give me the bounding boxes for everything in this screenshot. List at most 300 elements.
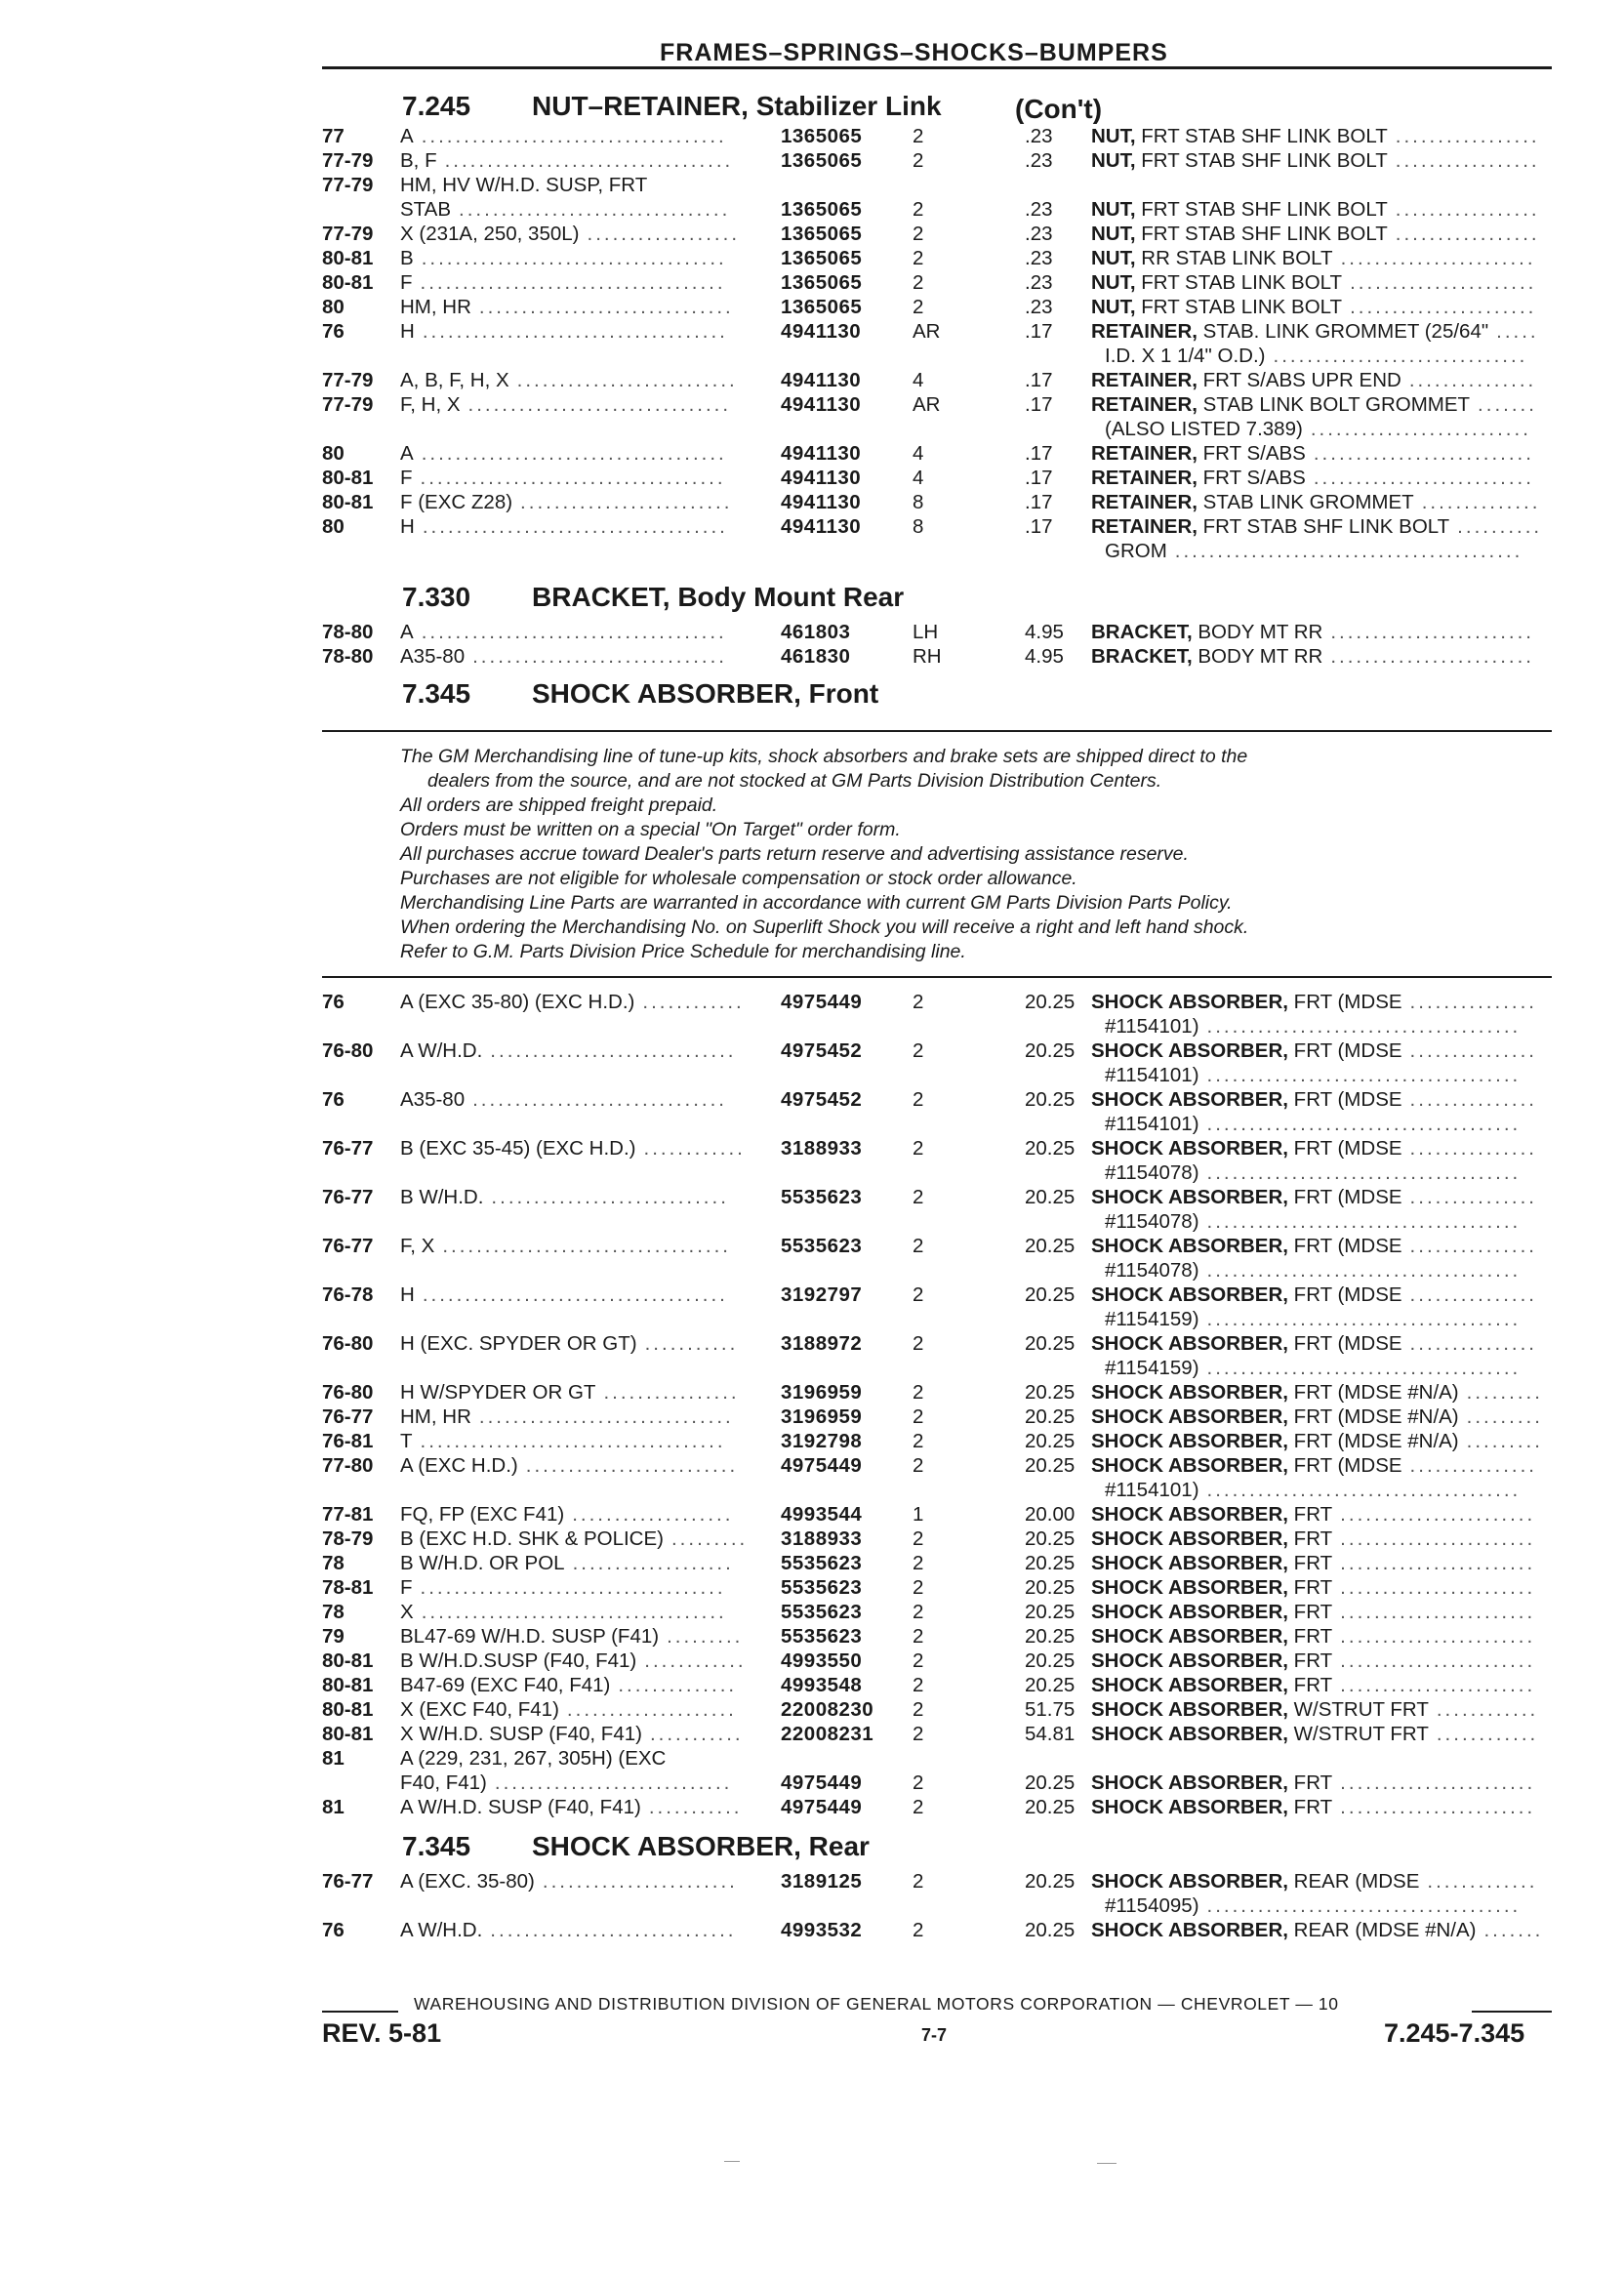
row-part-detail: FRT (MDSE [1287, 1235, 1402, 1257]
row-part-description [1091, 1137, 1402, 1160]
row-part-name: NUT, [1091, 198, 1136, 221]
row-part-name: SHOCK ABSORBER, [1091, 1674, 1288, 1696]
row-description: B (EXC 35-45) (EXC H.D.) [400, 1137, 636, 1160]
row-part-number: 461803 [781, 621, 851, 643]
row-years: 77-80 [322, 1454, 374, 1477]
row-part-description [1091, 1454, 1402, 1478]
row-years: 76-77 [322, 1235, 374, 1257]
row-part-detail: STAB. LINK GROMMET (25/64" [1197, 320, 1489, 343]
row-part-description [1091, 393, 1470, 417]
row-quantity: 2 [913, 1235, 924, 1257]
leader-dots: .................................... [420, 467, 726, 489]
row-part-name: NUT, [1091, 149, 1136, 172]
section-continued: (Con't) [1015, 94, 1103, 124]
leader-dots: ............... [1409, 1137, 1537, 1160]
row-description: B W/H.D. [400, 1186, 484, 1208]
row-quantity: 4 [913, 467, 924, 489]
row-price: .17 [1025, 393, 1053, 416]
leader-dots: ............ [644, 1649, 747, 1672]
table-row [0, 369, 1624, 393]
row-part-description [1105, 1259, 1199, 1282]
row-description: T [400, 1430, 413, 1452]
row-part-number: 4941130 [781, 393, 862, 416]
section-title: SHOCK ABSORBER, Front [532, 678, 879, 709]
row-part-number: 3196959 [781, 1405, 863, 1428]
footer-section-range: 7.245-7.345 [1384, 2018, 1525, 2048]
leader-dots: ....................... [1340, 1625, 1536, 1648]
footer-revision: REV. 5-81 [322, 2018, 442, 2048]
row-part-number: 3192797 [781, 1283, 863, 1306]
row-part-detail: FRT (MDSE #N/A) [1287, 1405, 1459, 1428]
row-price: 20.25 [1025, 1137, 1076, 1160]
merchandising-notes [400, 745, 1552, 964]
row-quantity: 2 [913, 1405, 924, 1428]
row-part-description [1105, 1064, 1199, 1087]
leader-dots: ............... [1408, 369, 1537, 391]
row-price: .23 [1025, 223, 1053, 245]
leader-dots: ............... [1409, 1039, 1537, 1062]
table-row [0, 174, 1624, 198]
row-years: 76-77 [322, 1186, 374, 1208]
row-description: F [400, 467, 413, 489]
row-part-number: 22008230 [781, 1698, 874, 1721]
row-part-detail: FRT (MDSE [1287, 1039, 1402, 1062]
row-quantity: 2 [913, 1870, 924, 1893]
row-price: .23 [1025, 271, 1053, 294]
row-part-description [1091, 271, 1342, 295]
row-part-description [1091, 467, 1306, 490]
row-part-description [1105, 1161, 1199, 1185]
row-part-number: 3192798 [781, 1430, 863, 1452]
table-row [0, 320, 1624, 345]
section-title: NUT–RETAINER, Stabilizer Link [532, 91, 942, 121]
leader-dots: ..................................... [1206, 1259, 1522, 1282]
row-part-number: 5535623 [781, 1601, 863, 1623]
table-row [0, 1088, 1624, 1113]
row-years: 77-79 [322, 223, 374, 245]
row-part-description [1105, 1479, 1199, 1502]
table-row [0, 491, 1624, 515]
row-price: .17 [1025, 467, 1053, 489]
row-price: 20.25 [1025, 1430, 1076, 1452]
row-quantity: 2 [913, 1137, 924, 1160]
row-description: A35-80 [400, 645, 466, 668]
row-part-number: 4941130 [781, 320, 862, 343]
row-part-detail: #1154078) [1105, 1210, 1199, 1233]
row-part-detail: FRT [1287, 1527, 1333, 1550]
leader-dots: ....................... [1340, 1796, 1536, 1818]
row-price: .17 [1025, 442, 1053, 465]
table-row [0, 1137, 1624, 1161]
row-years: 78-81 [322, 1576, 374, 1599]
row-part-description [1091, 1870, 1419, 1893]
row-part-number: 4941130 [781, 467, 862, 489]
leader-dots: .............................. [1273, 345, 1528, 367]
leader-dots: ............................... [467, 393, 732, 416]
row-part-description [1091, 1235, 1402, 1258]
row-price: .17 [1025, 515, 1053, 538]
row-description: A (229, 231, 267, 305H) (EXC [400, 1747, 667, 1770]
row-part-name: SHOCK ABSORBER, [1091, 1186, 1288, 1208]
table-row [0, 1357, 1624, 1381]
notes-bottom-rule [322, 976, 1552, 978]
row-part-number: 4941130 [781, 442, 862, 465]
row-quantity: 2 [913, 125, 924, 147]
row-price: .23 [1025, 149, 1053, 172]
leader-dots: ....................... [542, 1870, 738, 1893]
row-part-detail: FRT STAB LINK BOLT [1135, 296, 1343, 318]
row-part-number: 4975452 [781, 1088, 863, 1111]
row-quantity: 2 [913, 149, 924, 172]
leader-dots: ................................ [459, 198, 731, 221]
row-years: 80-81 [322, 1698, 374, 1721]
row-years: 80-81 [322, 491, 374, 513]
row-description: HM, HV W/H.D. SUSP, FRT [400, 174, 648, 196]
row-years: 76 [322, 1088, 345, 1111]
leader-dots: ............................. [490, 1919, 737, 1941]
row-part-number: 1365065 [781, 149, 863, 172]
row-part-description [1105, 1210, 1199, 1234]
row-price: 20.25 [1025, 1527, 1076, 1550]
row-part-detail: FRT [1287, 1674, 1333, 1696]
row-part-detail: REAR (MDSE #N/A) [1287, 1919, 1477, 1941]
leader-dots: ......................... [525, 1454, 739, 1477]
row-part-number: 3196959 [781, 1381, 863, 1404]
row-part-detail: FRT S/ABS UPR END [1197, 369, 1401, 391]
row-description: A [400, 442, 414, 465]
row-part-description [1091, 1503, 1332, 1527]
leader-dots: ..................................... [1206, 1161, 1522, 1184]
row-part-detail: #1154159) [1105, 1308, 1199, 1330]
row-price: 20.25 [1025, 1576, 1076, 1599]
row-part-detail: FRT [1287, 1625, 1333, 1648]
row-part-detail: FRT [1287, 1601, 1333, 1623]
row-part-name: RETAINER, [1091, 369, 1198, 391]
row-part-name: RETAINER, [1091, 442, 1198, 465]
row-price: 20.25 [1025, 1601, 1076, 1623]
row-price: 20.25 [1025, 1870, 1076, 1893]
table-row [0, 1747, 1624, 1771]
row-years: 81 [322, 1747, 345, 1770]
table-row [0, 1771, 1624, 1796]
table-row [0, 1919, 1624, 1943]
table-row [0, 1698, 1624, 1723]
leader-dots: ......... [1466, 1405, 1543, 1428]
row-description: A (EXC 35-80) (EXC H.D.) [400, 991, 635, 1013]
leader-dots: ................... [572, 1552, 734, 1574]
row-part-description [1091, 621, 1322, 644]
leader-dots: ............. [1427, 1870, 1538, 1893]
table-row [0, 247, 1624, 271]
row-part-description [1091, 1771, 1332, 1795]
leader-dots: ................. [1395, 198, 1540, 221]
header-rule [322, 66, 1552, 69]
row-part-description [1091, 1552, 1332, 1575]
row-part-number: 4975449 [781, 991, 863, 1013]
row-part-name: NUT, [1091, 247, 1136, 269]
row-part-number: 5535623 [781, 1186, 863, 1208]
row-price: 54.81 [1025, 1723, 1076, 1745]
row-part-number: 1365065 [781, 271, 863, 294]
row-years: 78 [322, 1601, 345, 1623]
table-row [0, 1161, 1624, 1186]
table-row [0, 1649, 1624, 1674]
row-price: 20.25 [1025, 1186, 1076, 1208]
leader-dots: ....... [1478, 393, 1537, 416]
leader-dots: .......... [1457, 515, 1543, 538]
row-part-description [1091, 1186, 1402, 1209]
table-row [0, 1479, 1624, 1503]
footer-division: WAREHOUSING AND DISTRIBUTION DIVISION OF GENERAL MOTORS CORPORATION — CHEVROLET — 10 [414, 1994, 1339, 2014]
row-description: H [400, 1283, 415, 1306]
row-quantity: AR [913, 320, 941, 343]
row-part-description [1091, 1796, 1332, 1819]
row-description: B W/H.D. OR POL [400, 1552, 565, 1574]
row-years: 80-81 [322, 271, 374, 294]
row-years: 78 [322, 1552, 345, 1574]
section-number: 7.330 [402, 582, 471, 612]
note-line: The GM Merchandising line of tune-up kits, shock absorbers and brake sets are shipped direct to the [400, 746, 1248, 767]
row-part-number: 4941130 [781, 369, 862, 391]
row-part-number: 4941130 [781, 515, 862, 538]
leader-dots: ..................................... [1206, 1015, 1522, 1038]
row-quantity: 2 [913, 1698, 924, 1721]
row-part-description [1091, 1283, 1402, 1307]
row-quantity: 2 [913, 1552, 924, 1574]
row-description: F40, F41) [400, 1771, 487, 1794]
row-part-name: SHOCK ABSORBER, [1091, 1796, 1288, 1818]
row-part-name: RETAINER, [1091, 491, 1198, 513]
row-years: 80 [322, 515, 345, 538]
row-quantity: 8 [913, 515, 924, 538]
row-quantity: 2 [913, 223, 924, 245]
row-part-detail: REAR (MDSE [1287, 1870, 1420, 1893]
leader-dots: ......... [670, 1527, 749, 1550]
row-part-description [1091, 369, 1401, 392]
row-part-number: 4993532 [781, 1919, 863, 1941]
row-part-number: 3188933 [781, 1137, 863, 1160]
row-part-detail: FRT STAB SHF LINK BOLT [1135, 198, 1388, 221]
table-row [0, 1576, 1624, 1601]
row-part-number: 4975449 [781, 1771, 863, 1794]
note-line: Merchandising Line Parts are warranted in accordance with current GM Parts Division Parts Policy. [400, 892, 1233, 914]
footer-page-number: 7-7 [921, 2025, 948, 2045]
row-years: 77-79 [322, 369, 374, 391]
row-description: X W/H.D. SUSP (F40, F41) [400, 1723, 642, 1745]
row-quantity: 2 [913, 247, 924, 269]
leader-dots: ............ [643, 1137, 746, 1160]
row-part-description [1105, 418, 1303, 441]
row-years: 77 [322, 125, 345, 147]
leader-dots: ................. [1395, 149, 1540, 172]
leader-dots: ....................... [1340, 1771, 1536, 1794]
row-price: 20.25 [1025, 1796, 1076, 1818]
row-part-detail: FRT (MDSE [1287, 1137, 1402, 1160]
row-part-description [1091, 1430, 1459, 1453]
row-years: 76-80 [322, 1039, 374, 1062]
row-part-detail: FRT (MDSE #N/A) [1287, 1381, 1459, 1404]
row-description: F [400, 271, 413, 294]
note-line: Orders must be written on a special "On Target" order form. [400, 819, 901, 840]
row-part-number: 5535623 [781, 1552, 863, 1574]
row-part-detail: #1154095) [1105, 1894, 1199, 1917]
leader-dots: ....... [1483, 1919, 1544, 1941]
row-description: A W/H.D. [400, 1039, 483, 1062]
row-description: BL47-69 W/H.D. SUSP (F41) [400, 1625, 660, 1648]
row-description: B, F [400, 149, 437, 172]
row-description: A (EXC H.D.) [400, 1454, 518, 1477]
table-row [0, 1625, 1624, 1649]
row-part-name: SHOCK ABSORBER, [1091, 1283, 1288, 1306]
row-part-name: SHOCK ABSORBER, [1091, 1723, 1288, 1745]
row-part-detail: FRT [1287, 1649, 1333, 1672]
leader-dots: .............................. [478, 1405, 734, 1428]
leader-dots: ........... [644, 1332, 739, 1355]
row-part-name: SHOCK ABSORBER, [1091, 1771, 1288, 1794]
table-row [0, 1259, 1624, 1283]
row-part-number: 22008231 [781, 1723, 874, 1745]
row-description: HM, HR [400, 296, 471, 318]
row-quantity: RH [913, 645, 942, 668]
row-quantity: 2 [913, 1723, 924, 1745]
row-years: 78-80 [322, 621, 374, 643]
table-row [0, 1064, 1624, 1088]
row-description: A W/H.D. [400, 1919, 483, 1941]
leader-dots: ....................... [1340, 1601, 1536, 1623]
row-part-description [1091, 247, 1333, 270]
leader-dots: ............ [1436, 1698, 1539, 1721]
table-row [0, 1405, 1624, 1430]
leader-dots: ....................... [1340, 1527, 1536, 1550]
row-part-detail: FRT (MDSE #N/A) [1287, 1430, 1459, 1452]
row-part-detail: STAB LINK BOLT GROMMET [1197, 393, 1471, 416]
row-price: 4.95 [1025, 645, 1064, 668]
table-row [0, 296, 1624, 320]
row-description: B W/H.D.SUSP (F40, F41) [400, 1649, 637, 1672]
row-years: 81 [322, 1796, 345, 1818]
row-years: 76-77 [322, 1405, 374, 1428]
table-row [0, 1674, 1624, 1698]
section-number: 7.245 [402, 91, 471, 121]
row-price: 20.25 [1025, 1771, 1076, 1794]
row-part-detail: FRT (MDSE [1287, 1088, 1402, 1111]
row-quantity: 8 [913, 491, 924, 513]
scan-mark [724, 2161, 740, 2162]
table-row [0, 149, 1624, 174]
row-part-description [1091, 991, 1402, 1014]
row-price: 20.00 [1025, 1503, 1076, 1526]
row-price: 20.25 [1025, 991, 1076, 1013]
row-description: F, X [400, 1235, 435, 1257]
row-part-name: SHOCK ABSORBER, [1091, 1088, 1288, 1111]
row-part-detail: FRT [1287, 1576, 1333, 1599]
row-years: 76-77 [322, 1137, 374, 1160]
page-header-title: FRAMES–SPRINGS–SHOCKS–BUMPERS [660, 39, 1168, 66]
row-part-name: SHOCK ABSORBER, [1091, 1405, 1288, 1428]
leader-dots: ....................... [1340, 1503, 1536, 1526]
row-part-detail: FRT [1287, 1503, 1333, 1526]
row-part-name: NUT, [1091, 223, 1136, 245]
row-years: 80 [322, 442, 345, 465]
row-part-name: SHOCK ABSORBER, [1091, 1919, 1288, 1941]
table-row [0, 645, 1624, 670]
row-part-number: 1365065 [781, 296, 863, 318]
leader-dots: .................................... [421, 1601, 727, 1623]
row-part-name: SHOCK ABSORBER, [1091, 1430, 1288, 1452]
leader-dots: ............... [1409, 1454, 1537, 1477]
row-part-detail: FRT (MDSE [1287, 1332, 1402, 1355]
row-part-detail: #1154101) [1105, 1113, 1199, 1135]
row-part-number: 5535623 [781, 1625, 863, 1648]
leader-dots: ........... [648, 1796, 743, 1818]
row-quantity: 2 [913, 1186, 924, 1208]
row-years: 77-79 [322, 393, 374, 416]
table-row [0, 271, 1624, 296]
row-part-detail: GROM [1105, 540, 1167, 562]
leader-dots: ............... [1409, 1186, 1537, 1208]
leader-dots: ......... [1466, 1430, 1543, 1452]
table-row [0, 1796, 1624, 1820]
leader-dots: ........... [649, 1723, 744, 1745]
row-years: 76-81 [322, 1430, 374, 1452]
row-price: 20.25 [1025, 1649, 1076, 1672]
leader-dots: .................................... [422, 515, 728, 538]
leader-dots: ............... [1409, 1088, 1537, 1111]
leader-dots: ......... [1466, 1381, 1543, 1404]
row-part-detail: FRT (MDSE [1287, 991, 1402, 1013]
row-description: F [400, 1576, 413, 1599]
row-price: 20.25 [1025, 1332, 1076, 1355]
row-part-description [1091, 1527, 1332, 1551]
row-part-number: 4993550 [781, 1649, 863, 1672]
leader-dots: .............................. [472, 1088, 727, 1111]
leader-dots: ....................... [1340, 1649, 1536, 1672]
row-quantity: 4 [913, 442, 924, 465]
row-years: 76-77 [322, 1870, 374, 1893]
leader-dots: .......................... [1313, 442, 1534, 465]
leader-dots: ....................... [1340, 1674, 1536, 1696]
row-part-detail: (ALSO LISTED 7.389) [1105, 418, 1303, 440]
row-part-description [1105, 1357, 1199, 1380]
row-part-name: SHOCK ABSORBER, [1091, 1601, 1288, 1623]
table-row [0, 1503, 1624, 1527]
leader-dots: .................................... [420, 1576, 726, 1599]
row-quantity: 2 [913, 1601, 924, 1623]
row-part-description [1091, 1576, 1332, 1600]
table-row [0, 345, 1624, 369]
leader-dots: .................................... [421, 442, 727, 465]
row-quantity: 2 [913, 1430, 924, 1452]
row-quantity: 2 [913, 1454, 924, 1477]
row-part-description [1091, 223, 1388, 246]
note-line: dealers from the source, and are not stocked at GM Parts Division Distribution Centers. [427, 770, 1162, 792]
leader-dots: .................................... [422, 1283, 728, 1306]
leader-dots: .......................... [516, 369, 738, 391]
row-part-number: 461830 [781, 645, 851, 668]
table-row [0, 1186, 1624, 1210]
table-row [0, 1332, 1624, 1357]
leader-dots: ..... [1496, 320, 1539, 343]
table-row [0, 1113, 1624, 1137]
leader-dots: ..................................... [1206, 1357, 1522, 1379]
table-row [0, 515, 1624, 540]
row-part-name: SHOCK ABSORBER, [1091, 1454, 1288, 1477]
leader-dots: ..................................... [1206, 1308, 1522, 1330]
row-price: 20.25 [1025, 1381, 1076, 1404]
table-row [0, 198, 1624, 223]
row-years: 77-79 [322, 149, 374, 172]
row-part-description [1105, 540, 1167, 563]
